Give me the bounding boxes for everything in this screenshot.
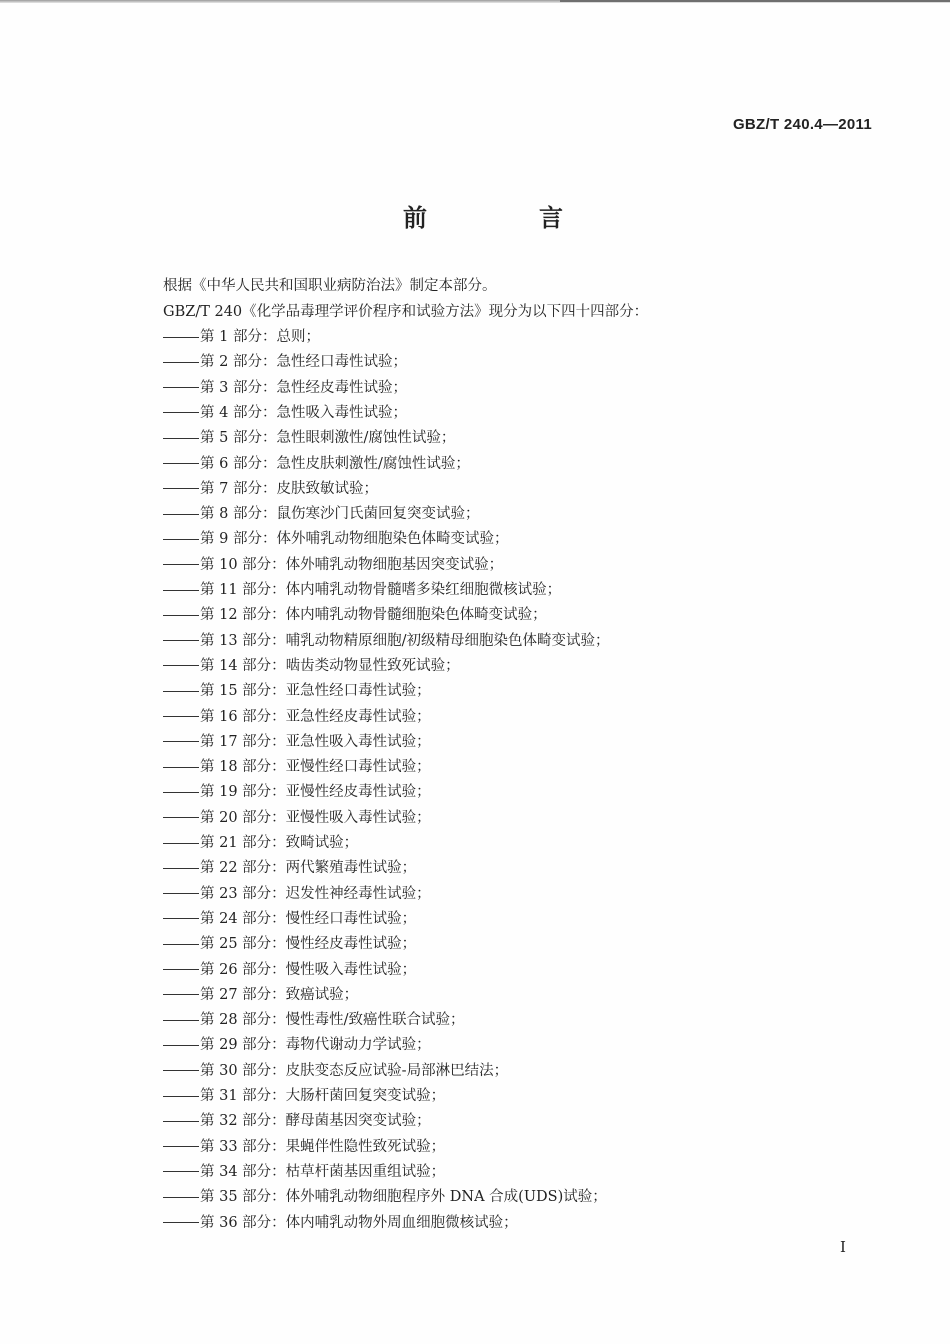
em-dash-marker xyxy=(163,438,199,439)
list-item xyxy=(163,909,416,929)
list-item xyxy=(163,327,320,347)
em-dash-marker xyxy=(163,337,199,338)
list-item xyxy=(163,934,416,954)
list-item xyxy=(163,352,407,372)
em-dash-marker xyxy=(163,564,199,565)
part-label: 第 24 部分：慢性经口毒性试验； xyxy=(200,910,417,927)
em-dash-marker xyxy=(163,362,199,363)
list-item xyxy=(163,808,431,828)
paragraph-structure: GBZ/T 240《化学品毒理学评价程序和试验方法》现分为以下四十四部分： xyxy=(163,304,649,320)
part-label: 第 35 部分：体外哺乳动物细胞程序外 DNA 合成(UDS)试验； xyxy=(200,1189,607,1206)
part-label: 第 3 部分：急性经皮毒性试验； xyxy=(200,379,407,396)
em-dash-marker xyxy=(163,514,199,515)
list-item xyxy=(163,782,431,802)
list-item xyxy=(163,1035,431,1055)
list-item xyxy=(163,1061,508,1081)
part-label: 第 16 部分：亚急性经皮毒性试验； xyxy=(200,708,431,725)
list-item xyxy=(163,1010,465,1030)
part-label: 第 33 部分：果蝇伴性隐性致死试验； xyxy=(200,1138,446,1155)
em-dash-marker xyxy=(163,387,199,388)
list-item xyxy=(163,428,455,448)
list-item xyxy=(163,757,431,777)
list-item xyxy=(163,378,407,398)
list-item xyxy=(163,732,431,752)
em-dash-marker xyxy=(163,1045,199,1046)
em-dash-marker xyxy=(163,1171,199,1172)
list-item xyxy=(163,580,561,600)
part-label: 第 27 部分：致癌试验； xyxy=(200,986,359,1003)
em-dash-marker xyxy=(163,1121,199,1122)
part-label: 第 20 部分：亚慢性吸入毒性试验； xyxy=(200,809,431,826)
part-label: 第 28 部分：慢性毒性/致癌性联合试验； xyxy=(200,1012,465,1029)
em-dash-marker xyxy=(163,412,199,413)
em-dash-marker xyxy=(163,741,199,742)
part-label: 第 19 部分：亚慢性经皮毒性试验； xyxy=(200,784,431,801)
list-item xyxy=(163,1086,445,1106)
list-item xyxy=(163,454,470,474)
list-item xyxy=(163,833,358,853)
document-code: GBZ/T 240.4—2011 xyxy=(732,116,872,133)
list-item xyxy=(163,656,460,676)
em-dash-marker xyxy=(163,1096,199,1097)
em-dash-marker xyxy=(163,716,199,717)
paragraph-basis: 根据《中华人民共和国职业病防治法》制定本部分。 xyxy=(163,278,497,294)
list-item xyxy=(163,1137,445,1157)
list-item xyxy=(163,555,503,575)
em-dash-marker xyxy=(163,1197,199,1198)
list-item xyxy=(163,479,378,499)
part-label: 第 6 部分：急性皮肤刺激性/腐蚀性试验； xyxy=(200,455,470,472)
list-item xyxy=(163,707,431,727)
part-label: 第 23 部分：迟发性神经毒性试验； xyxy=(200,885,431,902)
em-dash-marker xyxy=(163,767,199,768)
part-label: 第 8 部分：鼠伤寒沙门氏菌回复突变试验； xyxy=(200,506,480,523)
list-item xyxy=(163,1213,518,1233)
em-dash-marker xyxy=(163,843,199,844)
part-label: 第 34 部分：枯草杆菌基因重组试验； xyxy=(200,1163,446,1180)
part-label: 第 13 部分：哺乳动物精原细胞/初级精母细胞染色体畸变试验； xyxy=(200,632,610,649)
page-number: I xyxy=(840,1238,846,1256)
list-item xyxy=(163,681,431,701)
list-item xyxy=(163,504,479,524)
list-item xyxy=(163,605,547,625)
em-dash-marker xyxy=(163,1146,199,1147)
part-label: 第 10 部分：体外哺乳动物细胞基因突变试验； xyxy=(200,556,504,573)
em-dash-marker xyxy=(163,1070,199,1071)
em-dash-marker xyxy=(163,994,199,995)
em-dash-marker xyxy=(163,1222,199,1223)
list-item xyxy=(163,1111,431,1131)
page-title: 前 言 xyxy=(403,203,607,232)
part-label: 第 29 部分：毒物代谢动力学试验； xyxy=(200,1037,431,1054)
part-label: 第 32 部分：酵母菌基因突变试验； xyxy=(200,1113,431,1130)
part-label: 第 17 部分：亚急性吸入毒性试验； xyxy=(200,733,431,750)
list-item xyxy=(163,403,407,423)
part-label: 第 25 部分：慢性经皮毒性试验； xyxy=(200,936,417,953)
em-dash-marker xyxy=(163,615,199,616)
em-dash-marker xyxy=(163,488,199,489)
part-label: 第 11 部分：体内哺乳动物骨髓嗜多染红细胞微核试验； xyxy=(200,582,562,598)
part-label: 第 15 部分：亚急性经口毒性试验； xyxy=(200,683,431,700)
em-dash-marker xyxy=(163,590,199,591)
part-label: 第 31 部分：大肠杆菌回复突变试验； xyxy=(200,1088,446,1104)
part-label: 第 7 部分：皮肤致敏试验； xyxy=(200,480,378,497)
em-dash-marker xyxy=(163,691,199,692)
part-label: 第 5 部分：急性眼刺激性/腐蚀性试验； xyxy=(200,430,456,447)
list-item xyxy=(163,985,358,1005)
list-item xyxy=(163,960,416,980)
part-label: 第 21 部分：致畸试验； xyxy=(200,835,359,851)
em-dash-marker xyxy=(163,665,199,666)
part-label: 第 18 部分：亚慢性经口毒性试验； xyxy=(200,759,431,776)
em-dash-marker xyxy=(163,817,199,818)
part-label: 第 12 部分：体内哺乳动物骨髓细胞染色体畸变试验； xyxy=(200,607,547,624)
em-dash-marker xyxy=(163,539,199,540)
list-item xyxy=(163,1187,607,1207)
part-label: 第 4 部分：急性吸入毒性试验； xyxy=(200,404,407,421)
list-item xyxy=(163,884,431,904)
em-dash-marker xyxy=(163,1020,199,1021)
em-dash-marker xyxy=(163,463,199,464)
em-dash-marker xyxy=(163,792,199,793)
em-dash-marker xyxy=(163,918,199,919)
part-label: 第 14 部分：啮齿类动物显性致死试验； xyxy=(200,657,460,674)
list-item xyxy=(163,631,610,651)
em-dash-marker xyxy=(163,969,199,970)
part-label: 第 26 部分：慢性吸入毒性试验； xyxy=(200,961,417,978)
part-label: 第 22 部分：两代繁殖毒性试验； xyxy=(200,860,417,877)
part-label: 第 1 部分：总则； xyxy=(200,329,320,345)
list-item xyxy=(163,858,416,878)
scan-edge-dark xyxy=(560,0,950,2)
list-item xyxy=(163,1162,445,1182)
part-label: 第 2 部分：急性经口毒性试验； xyxy=(200,354,407,371)
part-label: 第 30 部分：皮肤变态反应试验-局部淋巴结法； xyxy=(200,1062,509,1079)
list-item xyxy=(163,529,508,549)
em-dash-marker xyxy=(163,868,199,869)
em-dash-marker xyxy=(163,893,199,894)
part-label: 第 9 部分：体外哺乳动物细胞染色体畸变试验； xyxy=(200,531,509,548)
em-dash-marker xyxy=(163,944,199,945)
part-label: 第 36 部分：体内哺乳动物外周血细胞微核试验； xyxy=(200,1214,518,1231)
em-dash-marker xyxy=(163,640,199,641)
